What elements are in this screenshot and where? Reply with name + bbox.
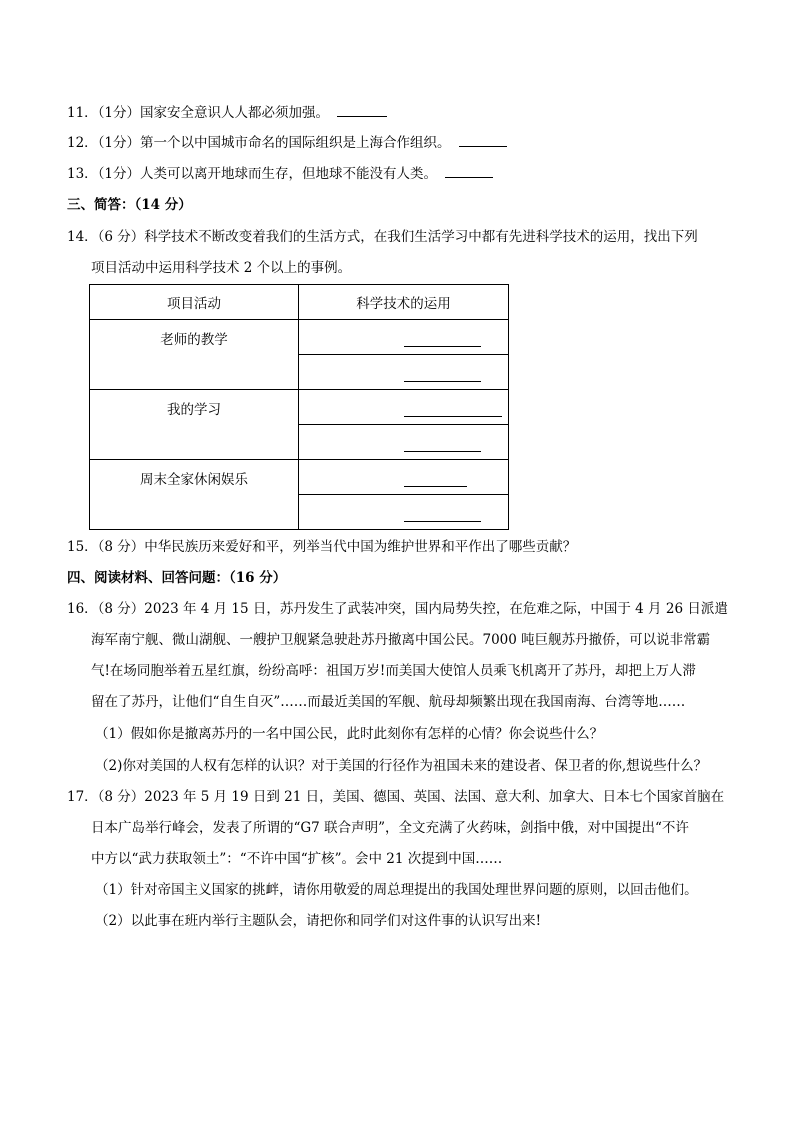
table-header-row bbox=[90, 285, 509, 320]
answer-blank[interactable] bbox=[445, 165, 493, 178]
question-17-line-2: 日本广岛举行峰会，发表了所谓的“G7 联合声明”，全文充满了火药味，剑指中俄，对中国提出“不许 bbox=[91, 820, 689, 836]
activity-cell: 老师的教学 bbox=[90, 320, 299, 390]
question-11 bbox=[67, 103, 387, 123]
answer-cell[interactable] bbox=[299, 425, 509, 460]
question-16-sub-2: （2)你对美国的人权有怎样的认识？对于美国的行径作为祖国未来的建设者、保卫者的你,想说些什么？ bbox=[95, 758, 708, 774]
answer-underline bbox=[404, 486, 467, 487]
question-score: （1分） bbox=[97, 135, 141, 151]
answer-underline bbox=[404, 416, 502, 417]
answer-underline bbox=[404, 521, 481, 522]
answer-cell[interactable] bbox=[299, 320, 509, 355]
table-row bbox=[90, 460, 509, 495]
question-text: 国家安全意识人人都必须加强。 bbox=[140, 105, 330, 121]
answer-underline bbox=[404, 451, 481, 452]
question-12 bbox=[67, 133, 507, 153]
question-number: 12． bbox=[67, 135, 98, 151]
question-16-line-3: 气!在场同胞举着五星红旗，纷纷高呼：祖国万岁!而美国大使馆人员乘飞机离开了苏丹，却把上万人滞 bbox=[91, 663, 696, 679]
question-number: 11． bbox=[67, 105, 98, 121]
question-14-line-1: 14．（6 分）科学技术不断改变着我们的生活方式，在我们生活学习中都有先进科学技术的运用，找出下列 bbox=[67, 229, 698, 245]
question-17-line-1: 17．（8 分）2023 年 5 月 19 日到 21 日，美国、德国、英国、法国、意大利、加拿大、日本七个国家首脑在 bbox=[67, 789, 725, 805]
answer-underline bbox=[404, 346, 481, 347]
question-text: 第一个以中国城市命名的国际组织是上海合作组织。 bbox=[140, 135, 451, 151]
question-13 bbox=[67, 164, 493, 184]
answer-blank[interactable] bbox=[337, 104, 387, 117]
answer-cell[interactable] bbox=[299, 495, 509, 530]
activity-cell: 周末全家休闲娱乐 bbox=[90, 460, 299, 530]
question-text: 人类可以离开地球而生存，但地球不能没有人类。 bbox=[140, 166, 438, 182]
question-14-line-2: 项目活动中运用科学技术 2 个以上的事例。 bbox=[91, 260, 352, 276]
table-row bbox=[90, 390, 509, 425]
table-row bbox=[90, 320, 509, 355]
section-4-title: 四、阅读材料、回答问题：（16 分） bbox=[67, 570, 287, 586]
answer-cell[interactable] bbox=[299, 355, 509, 390]
table-header-cell: 项目活动 bbox=[90, 285, 299, 320]
question-score: （1分） bbox=[97, 166, 141, 182]
section-3-title: 三、简答：（14 分） bbox=[67, 197, 192, 213]
activity-cell: 我的学习 bbox=[90, 390, 299, 460]
question-number: 13． bbox=[67, 166, 98, 182]
question-17-sub-1: （1）针对帝国主义国家的挑衅，请你用敬爱的周总理提出的我国处理世界问题的原则，以回击他们。 bbox=[95, 882, 698, 898]
question-16-sub-1: （1）假如你是撤离苏丹的一名中国公民，此时此刻你有怎样的心情？你会说些什么？ bbox=[95, 726, 604, 742]
question-17-line-3: 中方以“武力获取领土”：“不许中国“扩核”。会中 21 次提到中国…… bbox=[91, 851, 503, 867]
answer-cell[interactable] bbox=[299, 390, 509, 425]
answer-underline bbox=[404, 381, 481, 382]
question-16-line-2: 海军南宁舰、微山湖舰、一艘护卫舰紧急驶赴苏丹撤离中国公民。7000 吨巨舰苏丹撤侨，可以说非常霸 bbox=[91, 632, 711, 648]
answer-blank[interactable] bbox=[459, 134, 507, 147]
question-score: （1分） bbox=[97, 105, 141, 121]
activity-table bbox=[89, 284, 509, 530]
question-16-line-4: 留在了苏丹，让他们“自生自灭”……而最近美国的军舰、航母却频繁出现在我国南海、台湾等地…… bbox=[91, 694, 686, 710]
answer-cell[interactable] bbox=[299, 460, 509, 495]
question-17-sub-2: （2）以此事在班内举行主题队会，请把你和同学们对这件事的认识写出来! bbox=[95, 913, 542, 929]
question-15: 15．（8 分）中华民族历来爱好和平，列举当代中国为维护世界和平作出了哪些贡献？ bbox=[67, 539, 577, 555]
table-header-cell: 科学技术的运用 bbox=[299, 285, 509, 320]
question-16-line-1: 16．（8 分）2023 年 4 月 15 日，苏丹发生了武装冲突，国内局势失控，在危难之际，中国于 4 月 26 日派遣 bbox=[67, 601, 728, 617]
